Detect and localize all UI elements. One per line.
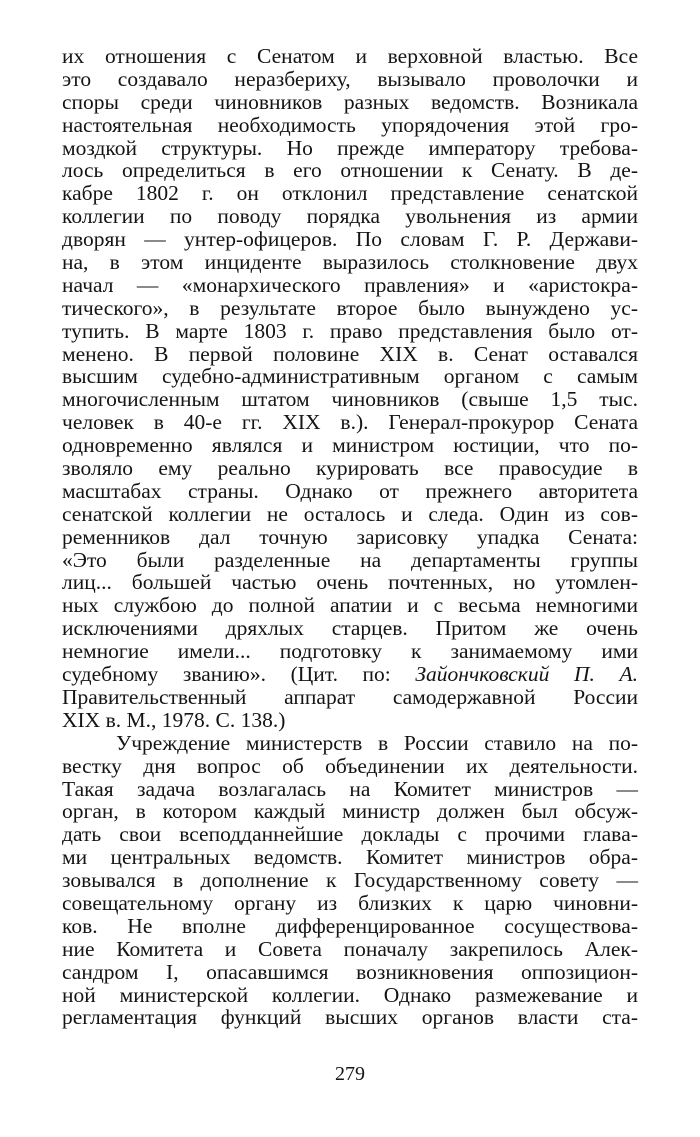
text-line: орган, в котором каждый министр должен был обсуж- — [62, 799, 638, 824]
text-line: споры среди чиновников разных ведомств. Возникала — [62, 89, 638, 114]
text-line: исключениями дряхлых старцев. Притом же очень — [62, 616, 638, 641]
text-line: моздкой структуры. Но прежде императору требова- — [62, 135, 638, 160]
citation-prefix: судебному званию». (Цит. по: — [62, 662, 416, 687]
text-line: ных службою до полной апатии и с весьма немногими — [62, 593, 638, 618]
text-line: настоятельная необходимость упорядочения этой гро- — [62, 112, 638, 137]
text-line: совещательному органу из близких к царю чиновни- — [62, 890, 638, 915]
text-line: масштабах страны. Однако от прежнего авторитета — [62, 478, 638, 503]
text-line: кабре 1802 г. он отклонил представление сенатской — [62, 181, 638, 206]
text-line: ков. Не вполне дифференцированное сосуществова- — [62, 913, 638, 938]
text-line: человек в 40-е гг. XIX в.). Генерал-прокурор Сената — [62, 410, 638, 435]
citation-author: Зайончковский П. А. — [415, 662, 638, 687]
text-line: коллегии по поводу порядка увольнения из армии — [62, 204, 638, 229]
text-line: ми центральных ведомств. Комитет министров обра- — [62, 845, 638, 870]
text-line: одновременно являлся и министром юстиции, что по- — [62, 433, 638, 458]
text-line: тического», в результате второе было вынуждено ус- — [62, 295, 638, 320]
text-line: вестку дня вопрос об объединении их деятельности. — [62, 753, 638, 778]
text-line: менено. В первой половине XIX в. Сенат оставался — [62, 341, 638, 366]
text-line: начал — «монархического правления» и «аристокра- — [62, 272, 638, 297]
text-line: высшим судебно-административным органом с самым — [62, 364, 638, 389]
text-line: немногие имели... подготовку к занимаемому ими — [62, 639, 638, 664]
page-number: 279 — [335, 1063, 365, 1085]
body-text — [62, 45, 638, 1029]
text-line: лось определиться в его отношении к Сенату. В де- — [62, 158, 638, 183]
text-line: на, в этом инциденте выразилось столкновение двух — [62, 250, 638, 275]
text-line: регламентация функций высших органов власти ста- — [62, 1005, 638, 1030]
text-line: это создавало неразбериху, вызывало проволочки и — [62, 66, 638, 91]
text-line: дворян — унтер-офицеров. По словам Г. Р. Держави- — [62, 227, 638, 252]
text-line-paragraph-end: XIX в. М., 1978. С. 138.) — [62, 707, 286, 732]
text-line: зовывался в дополнение к Государственному совету — — [62, 868, 638, 893]
text-line: Такая задача возлагалась на Комитет министров — — [62, 776, 638, 801]
text-line-citation — [62, 663, 638, 686]
text-line: ние Комитета и Совета поначалу закрепилось Алек- — [62, 936, 638, 961]
text-line: ной министерской коллегии. Однако размежевание и — [62, 982, 638, 1007]
text-line: зволяло ему реально курировать все правосудие в — [62, 456, 638, 481]
text-line: сандром I, опасавшимся возникновения оппозицион- — [62, 959, 638, 984]
text-line: «Это были разделенные на департаменты группы — [62, 547, 638, 572]
text-line: многочисленным штатом чиновников (свыше 1,5 тыс. — [62, 387, 638, 412]
text-line: сенатской коллегии не осталось и следа. Один из сов- — [62, 501, 638, 526]
text-line-paragraph-start: Учреждение министерств в России ставило на по- — [116, 730, 638, 755]
text-line: тупить. В марте 1803 г. право представления было от- — [62, 318, 638, 343]
text-line: дать свои всеподданнейшие доклады с прочими главa- — [62, 822, 638, 847]
text-line: их отношения с Сенатом и верховной властью. Все — [62, 44, 638, 68]
text-line: ременников дал точную зарисовку упадка Сената: — [62, 524, 638, 549]
text-line: лиц... большей частью очень почтенных, но утомлен- — [62, 570, 638, 595]
text-line: Правительственный аппарат самодержавной России — [62, 684, 638, 709]
